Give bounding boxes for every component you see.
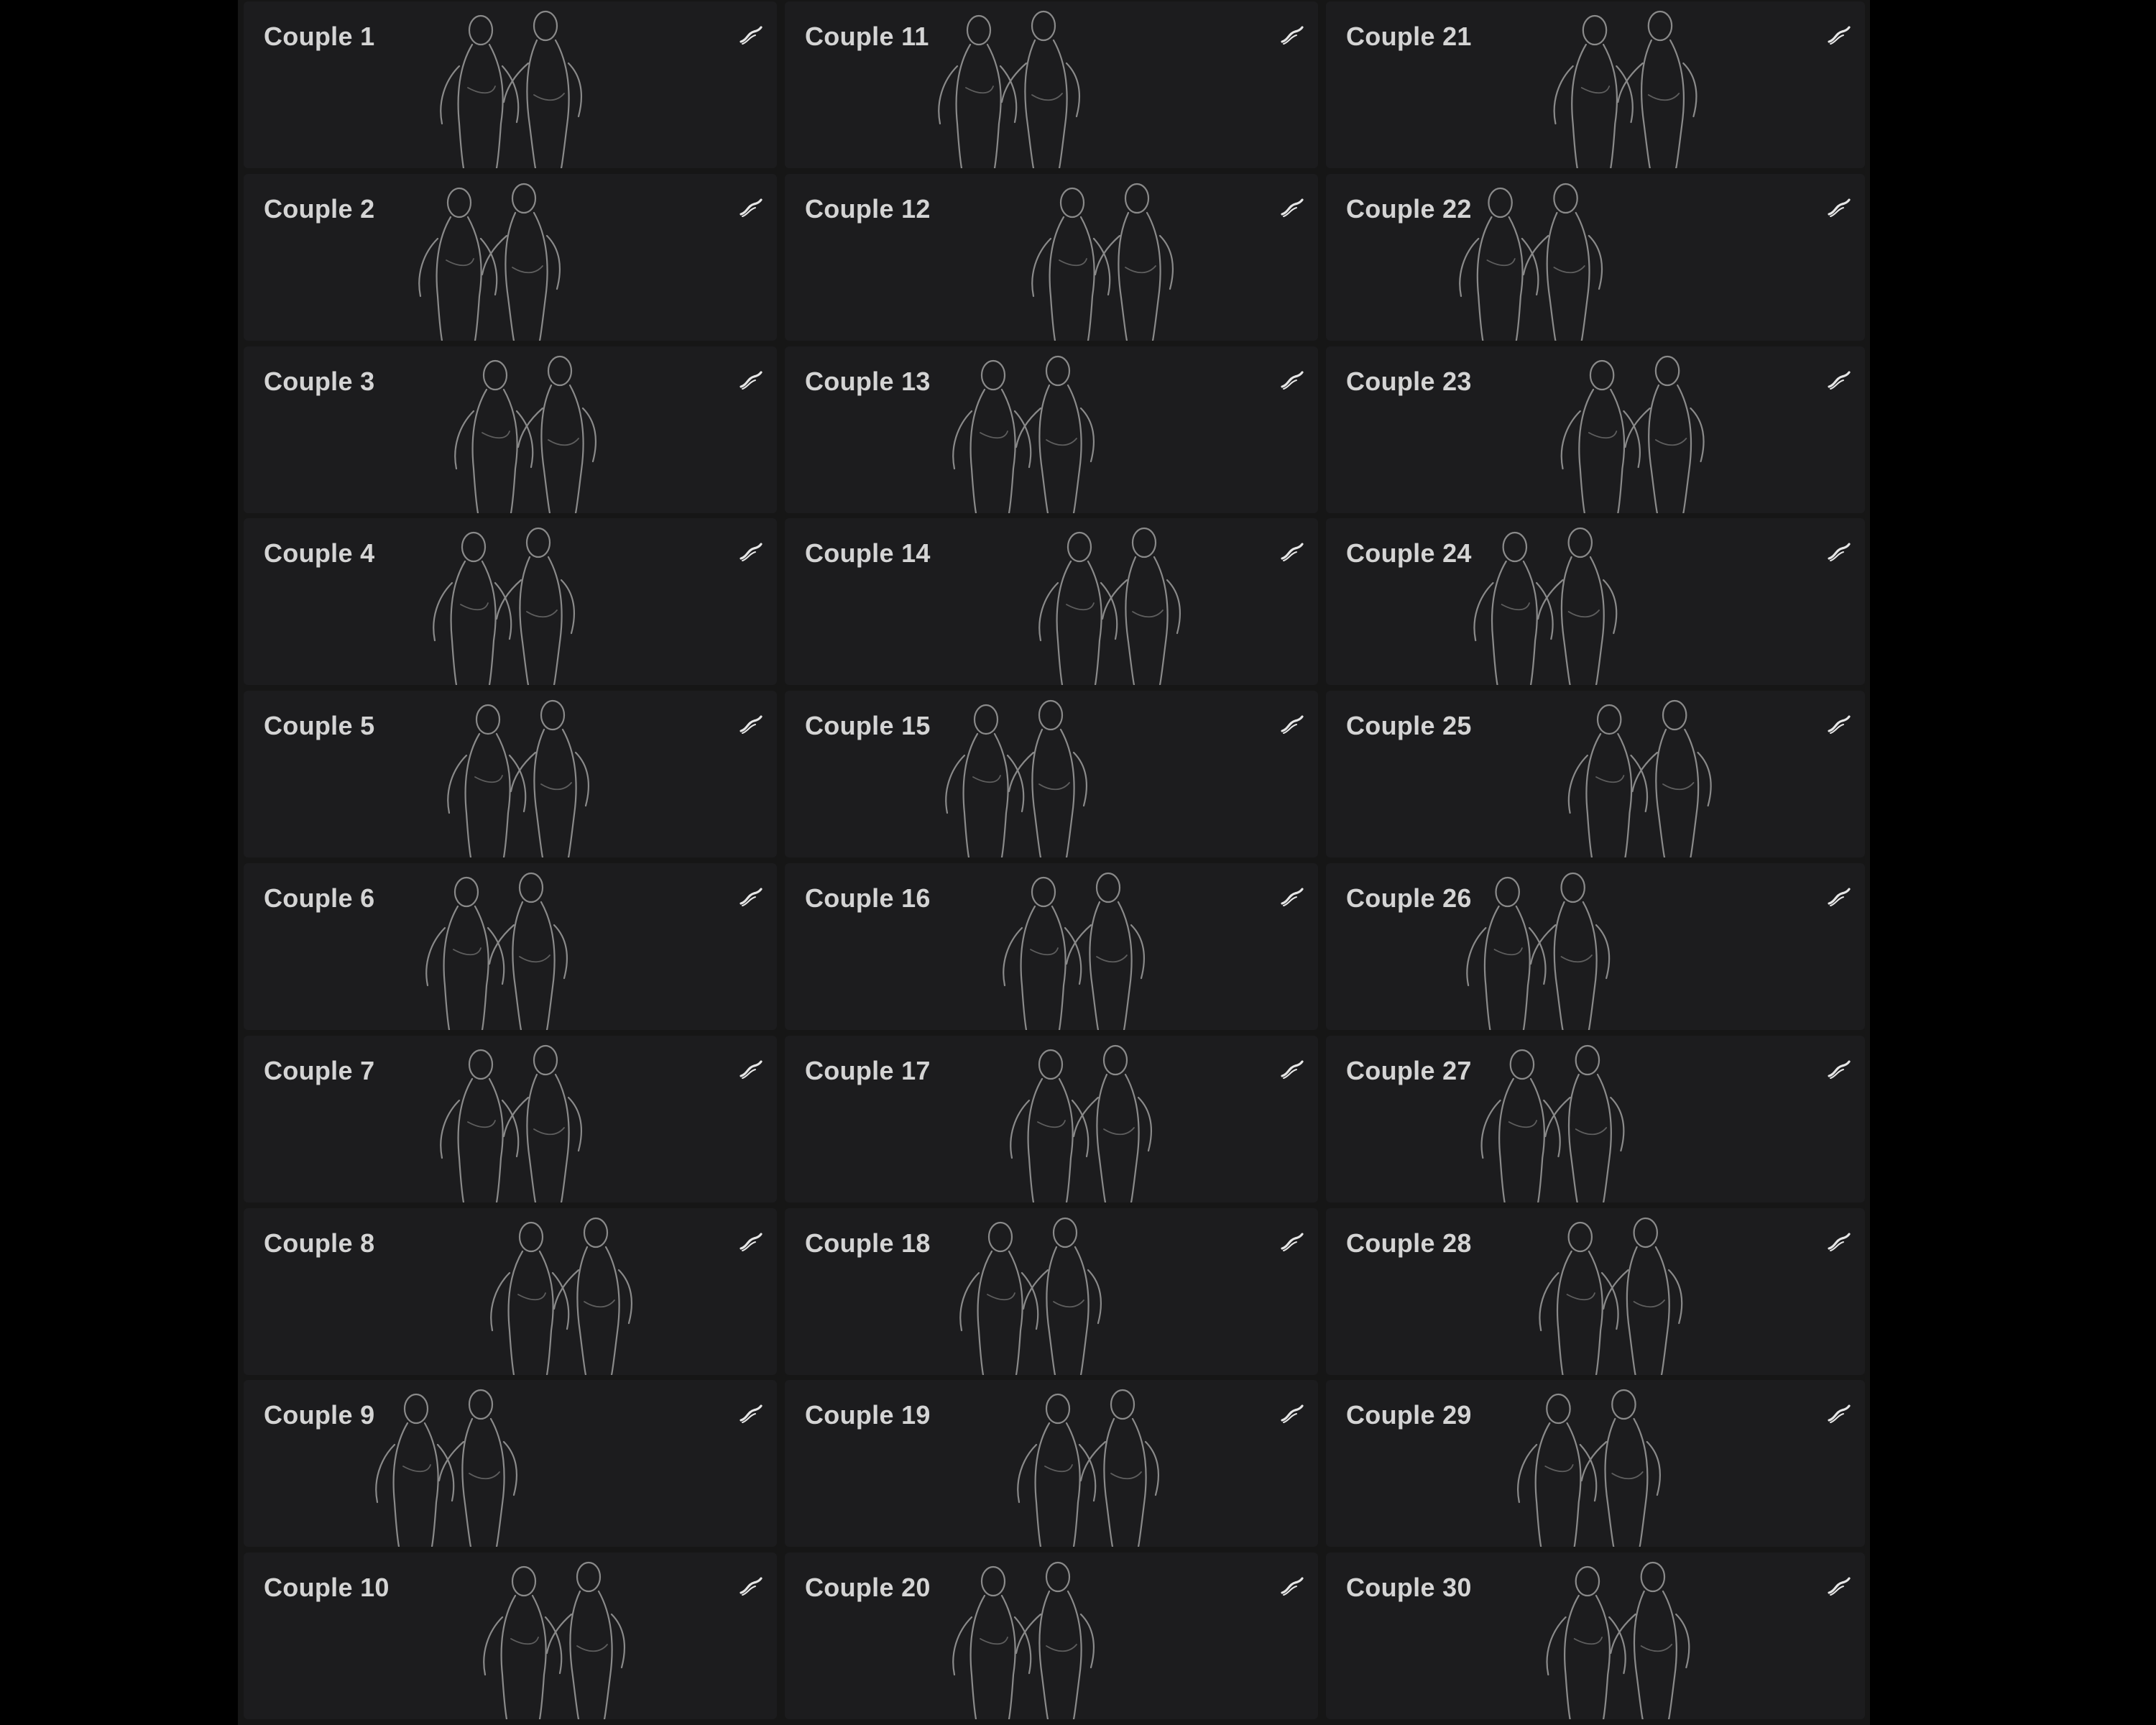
brush-name: Couple 16 [805,883,931,913]
brush-tile-couple-2[interactable] [244,174,777,341]
brush-stroke-icon [1279,885,1305,911]
brush-name: Couple 23 [1346,366,1472,396]
brush-name: Couple 9 [264,1400,375,1430]
brush-tile-couple-30[interactable] [1326,1552,1865,1719]
brush-name: Couple 1 [264,22,375,51]
brush-stroke-icon [1826,540,1852,566]
brush-tile-couple-11[interactable] [785,1,1318,168]
brush-name: Couple 28 [1346,1228,1472,1258]
brush-tile-couple-22[interactable] [1326,174,1865,341]
brush-stroke-icon [1826,23,1852,49]
brush-stroke-icon [738,885,764,911]
brush-name: Couple 25 [1346,711,1472,741]
brush-name: Couple 27 [1346,1055,1472,1085]
brush-stroke-icon [738,1574,764,1600]
brush-name: Couple 11 [805,22,929,51]
brush-tile-couple-9[interactable] [244,1380,777,1547]
brush-stroke-icon [738,1402,764,1427]
brush-tile-couple-21[interactable] [1326,1,1865,168]
brush-stroke-icon [738,196,764,221]
brush-tile-couple-1[interactable] [244,1,777,168]
brush-tile-couple-25[interactable] [1326,691,1865,857]
brush-name: Couple 14 [805,538,931,569]
brush-stroke-icon [1826,1230,1852,1256]
brush-stroke-icon [1279,368,1305,394]
brush-stroke-icon [738,23,764,49]
brush-stroke-icon [738,1057,764,1083]
brush-name: Couple 3 [264,366,375,396]
brush-stroke-icon [1826,196,1852,221]
brush-stroke-icon [1826,368,1852,394]
brush-stroke-icon [1279,1057,1305,1083]
brush-stroke-icon [738,1230,764,1256]
brush-name: Couple 22 [1346,193,1472,224]
brush-name: Couple 26 [1346,883,1472,913]
brush-stroke-icon [738,368,764,394]
brush-tile-couple-24[interactable] [1326,518,1865,685]
brush-stroke-icon [1279,712,1305,738]
brush-tile-couple-20[interactable] [785,1552,1318,1719]
brush-name: Couple 8 [264,1228,375,1258]
brush-tile-couple-29[interactable] [1326,1380,1865,1547]
brush-name: Couple 7 [264,1055,375,1085]
brush-stroke-icon [1279,196,1305,221]
brush-tile-couple-7[interactable] [244,1036,777,1202]
brush-tile-couple-8[interactable] [244,1208,777,1375]
brush-tile-couple-5[interactable] [244,691,777,857]
brush-name: Couple 15 [805,711,931,741]
brush-tile-couple-26[interactable] [1326,863,1865,1030]
brush-name: Couple 21 [1346,22,1472,51]
brush-tile-couple-17[interactable] [785,1036,1318,1202]
brush-name: Couple 6 [264,883,375,913]
brush-tile-couple-27[interactable] [1326,1036,1865,1202]
brush-stroke-icon [1826,1057,1852,1083]
brush-name: Couple 17 [805,1055,931,1085]
brush-tile-couple-19[interactable] [785,1380,1318,1547]
brush-name: Couple 13 [805,366,931,396]
brush-tile-couple-12[interactable] [785,174,1318,341]
brush-name: Couple 20 [805,1573,931,1603]
brush-stroke-icon [1826,1402,1852,1427]
brush-stroke-icon [1279,1574,1305,1600]
brush-stroke-icon [1826,712,1852,738]
brush-name: Couple 12 [805,193,931,224]
brush-stroke-icon [1279,1402,1305,1427]
brush-name: Couple 19 [805,1400,931,1430]
brush-name: Couple 4 [264,538,375,569]
brush-tile-couple-10[interactable] [244,1552,777,1719]
brush-stroke-icon [1279,23,1305,49]
brush-name: Couple 30 [1346,1573,1472,1603]
brush-tile-couple-6[interactable] [244,863,777,1030]
brush-tile-couple-14[interactable] [785,518,1318,685]
brush-tile-couple-18[interactable] [785,1208,1318,1375]
brush-tile-couple-4[interactable] [244,518,777,685]
brush-stroke-icon [738,712,764,738]
brush-stroke-icon [1279,540,1305,566]
brush-name: Couple 10 [264,1573,390,1603]
brush-name: Couple 18 [805,1228,931,1258]
brush-name: Couple 2 [264,193,375,224]
brush-tile-couple-23[interactable] [1326,346,1865,513]
brush-tile-couple-13[interactable] [785,346,1318,513]
brush-name: Couple 24 [1346,538,1472,569]
brush-tile-couple-16[interactable] [785,863,1318,1030]
brush-tile-couple-3[interactable] [244,346,777,513]
brush-grid [244,1,1866,1724]
brush-name: Couple 29 [1346,1400,1472,1430]
brush-name: Couple 5 [264,711,375,741]
brush-tile-couple-15[interactable] [785,691,1318,857]
brush-stroke-icon [1279,1230,1305,1256]
brush-tile-couple-28[interactable] [1326,1208,1865,1375]
brush-stroke-icon [738,540,764,566]
brush-stroke-icon [1826,885,1852,911]
brush-stroke-icon [1826,1574,1852,1600]
